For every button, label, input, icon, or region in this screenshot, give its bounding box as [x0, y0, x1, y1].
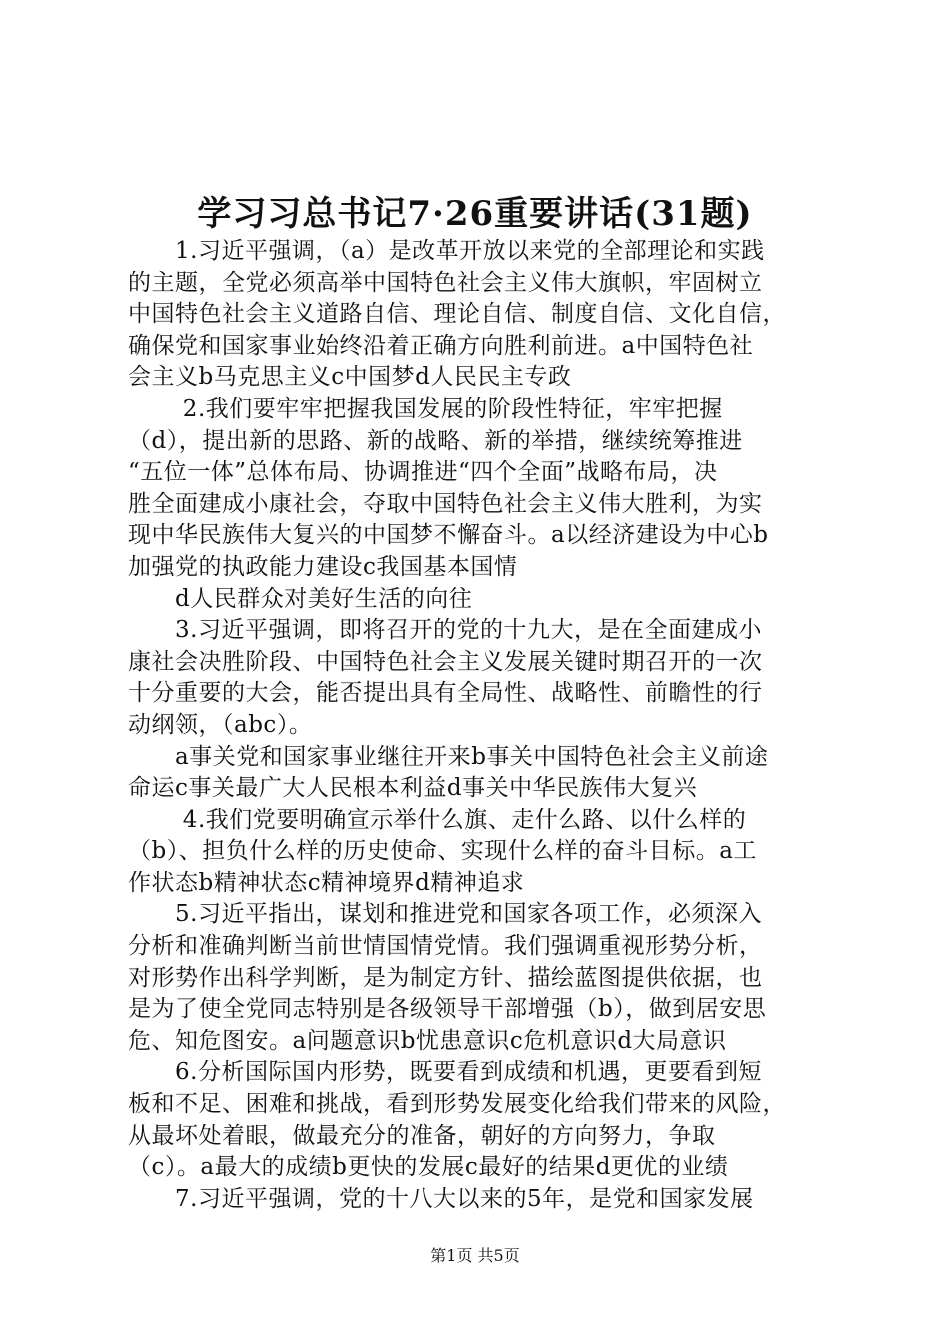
text-line: 危、知危图安。a问题意识b忧患意识c危机意识d大局意识	[128, 1027, 727, 1054]
text-line: 7.习近平强调，党的十八大以来的5年，是党和国家发展	[128, 1185, 754, 1212]
text-line: 对形势作出科学判断，是为制定方针、描绘蓝图提供依据，也	[128, 964, 763, 991]
text-line: 康社会决胜阶段、中国特色社会主义发展关键时期召开的一次	[128, 648, 763, 675]
text-line: 作状态b精神状态c精神境界d精神追求	[128, 869, 525, 896]
text-line: 5.习近平指出，谋划和推进党和国家各项工作，必须深入	[128, 901, 762, 928]
text-line: 动纲领，（abc）。	[128, 711, 313, 738]
text-line: 分析和准确判断当前世情国情党情。我们强调重视形势分析，	[128, 933, 763, 960]
text-line: d人民群众对美好生活的向往	[128, 585, 473, 612]
text-line: 板和不足、困难和挑战，看到形势发展变化给我们带来的风险，	[128, 1091, 786, 1118]
text-line: 会主义b马克思主义c中国梦d人民民主专政	[128, 364, 572, 391]
text-line: 中国特色社会主义道路自信、理论自信、制度自信、文化自信，	[128, 301, 786, 328]
document-body	[128, 236, 832, 1215]
text-line: 2.我们要牢牢把握我国发展的阶段性特征，牢牢把握	[128, 395, 723, 422]
text-line: （d），提出新的思路、新的战略、新的举措，继续统筹推进	[128, 427, 743, 454]
text-line: 胜全面建成小康社会，夺取中国特色社会主义伟大胜利，为实	[128, 490, 763, 517]
page-title: 学习习总书记7·26重要讲话(31题)	[197, 194, 753, 234]
text-line: 4.我们党要明确宣示举什么旗、走什么路、以什么样的	[128, 806, 747, 833]
text-line: 十分重要的大会，能否提出具有全局性、战略性、前瞻性的行	[128, 680, 763, 707]
text-line: 现中华民族伟大复兴的中国梦不懈奋斗。a以经济建设为中心b	[128, 522, 769, 549]
text-line: （c）。a最大的成绩b更快的发展c最好的结果d更优的业绩	[128, 1154, 729, 1181]
text-line: 从最坏处着眼，做最充分的准备，朝好的方向努力，争取	[128, 1122, 716, 1149]
text-line: “五位一体”总体布局、协调推进“四个全面”战略布局，决	[128, 459, 718, 486]
text-line: 3.习近平强调，即将召开的党的十九大，是在全面建成小	[128, 617, 762, 644]
page-footer: 第1页 共5页	[430, 1246, 520, 1265]
text-line: 确保党和国家事业始终沿着正确方向胜利前进。a中国特色社	[128, 332, 754, 359]
text-line: 1.习近平强调，（a）是改革开放以来党的全部理论和实践	[128, 238, 765, 264]
text-line: （b）、担负什么样的历史使命、实现什么样的奋斗目标。a工	[128, 838, 757, 865]
text-line: 加强党的执政能力建设c我国基本国情	[128, 553, 518, 580]
text-line: 是为了使全党同志特别是各级领导干部增强（b），做到居安思	[128, 996, 767, 1023]
text-line: 命运c事关最广大人民根本利益d事关中华民族伟大复兴	[128, 775, 698, 802]
text-line: 6.分析国际国内形势，既要看到成绩和机遇，更要看到短	[128, 1059, 762, 1086]
text-line: a事关党和国家事业继往开来b事关中国特色社会主义前途	[128, 743, 769, 770]
text-line: 的主题，全党必须高举中国特色社会主义伟大旗帜，牢固树立	[128, 269, 763, 296]
